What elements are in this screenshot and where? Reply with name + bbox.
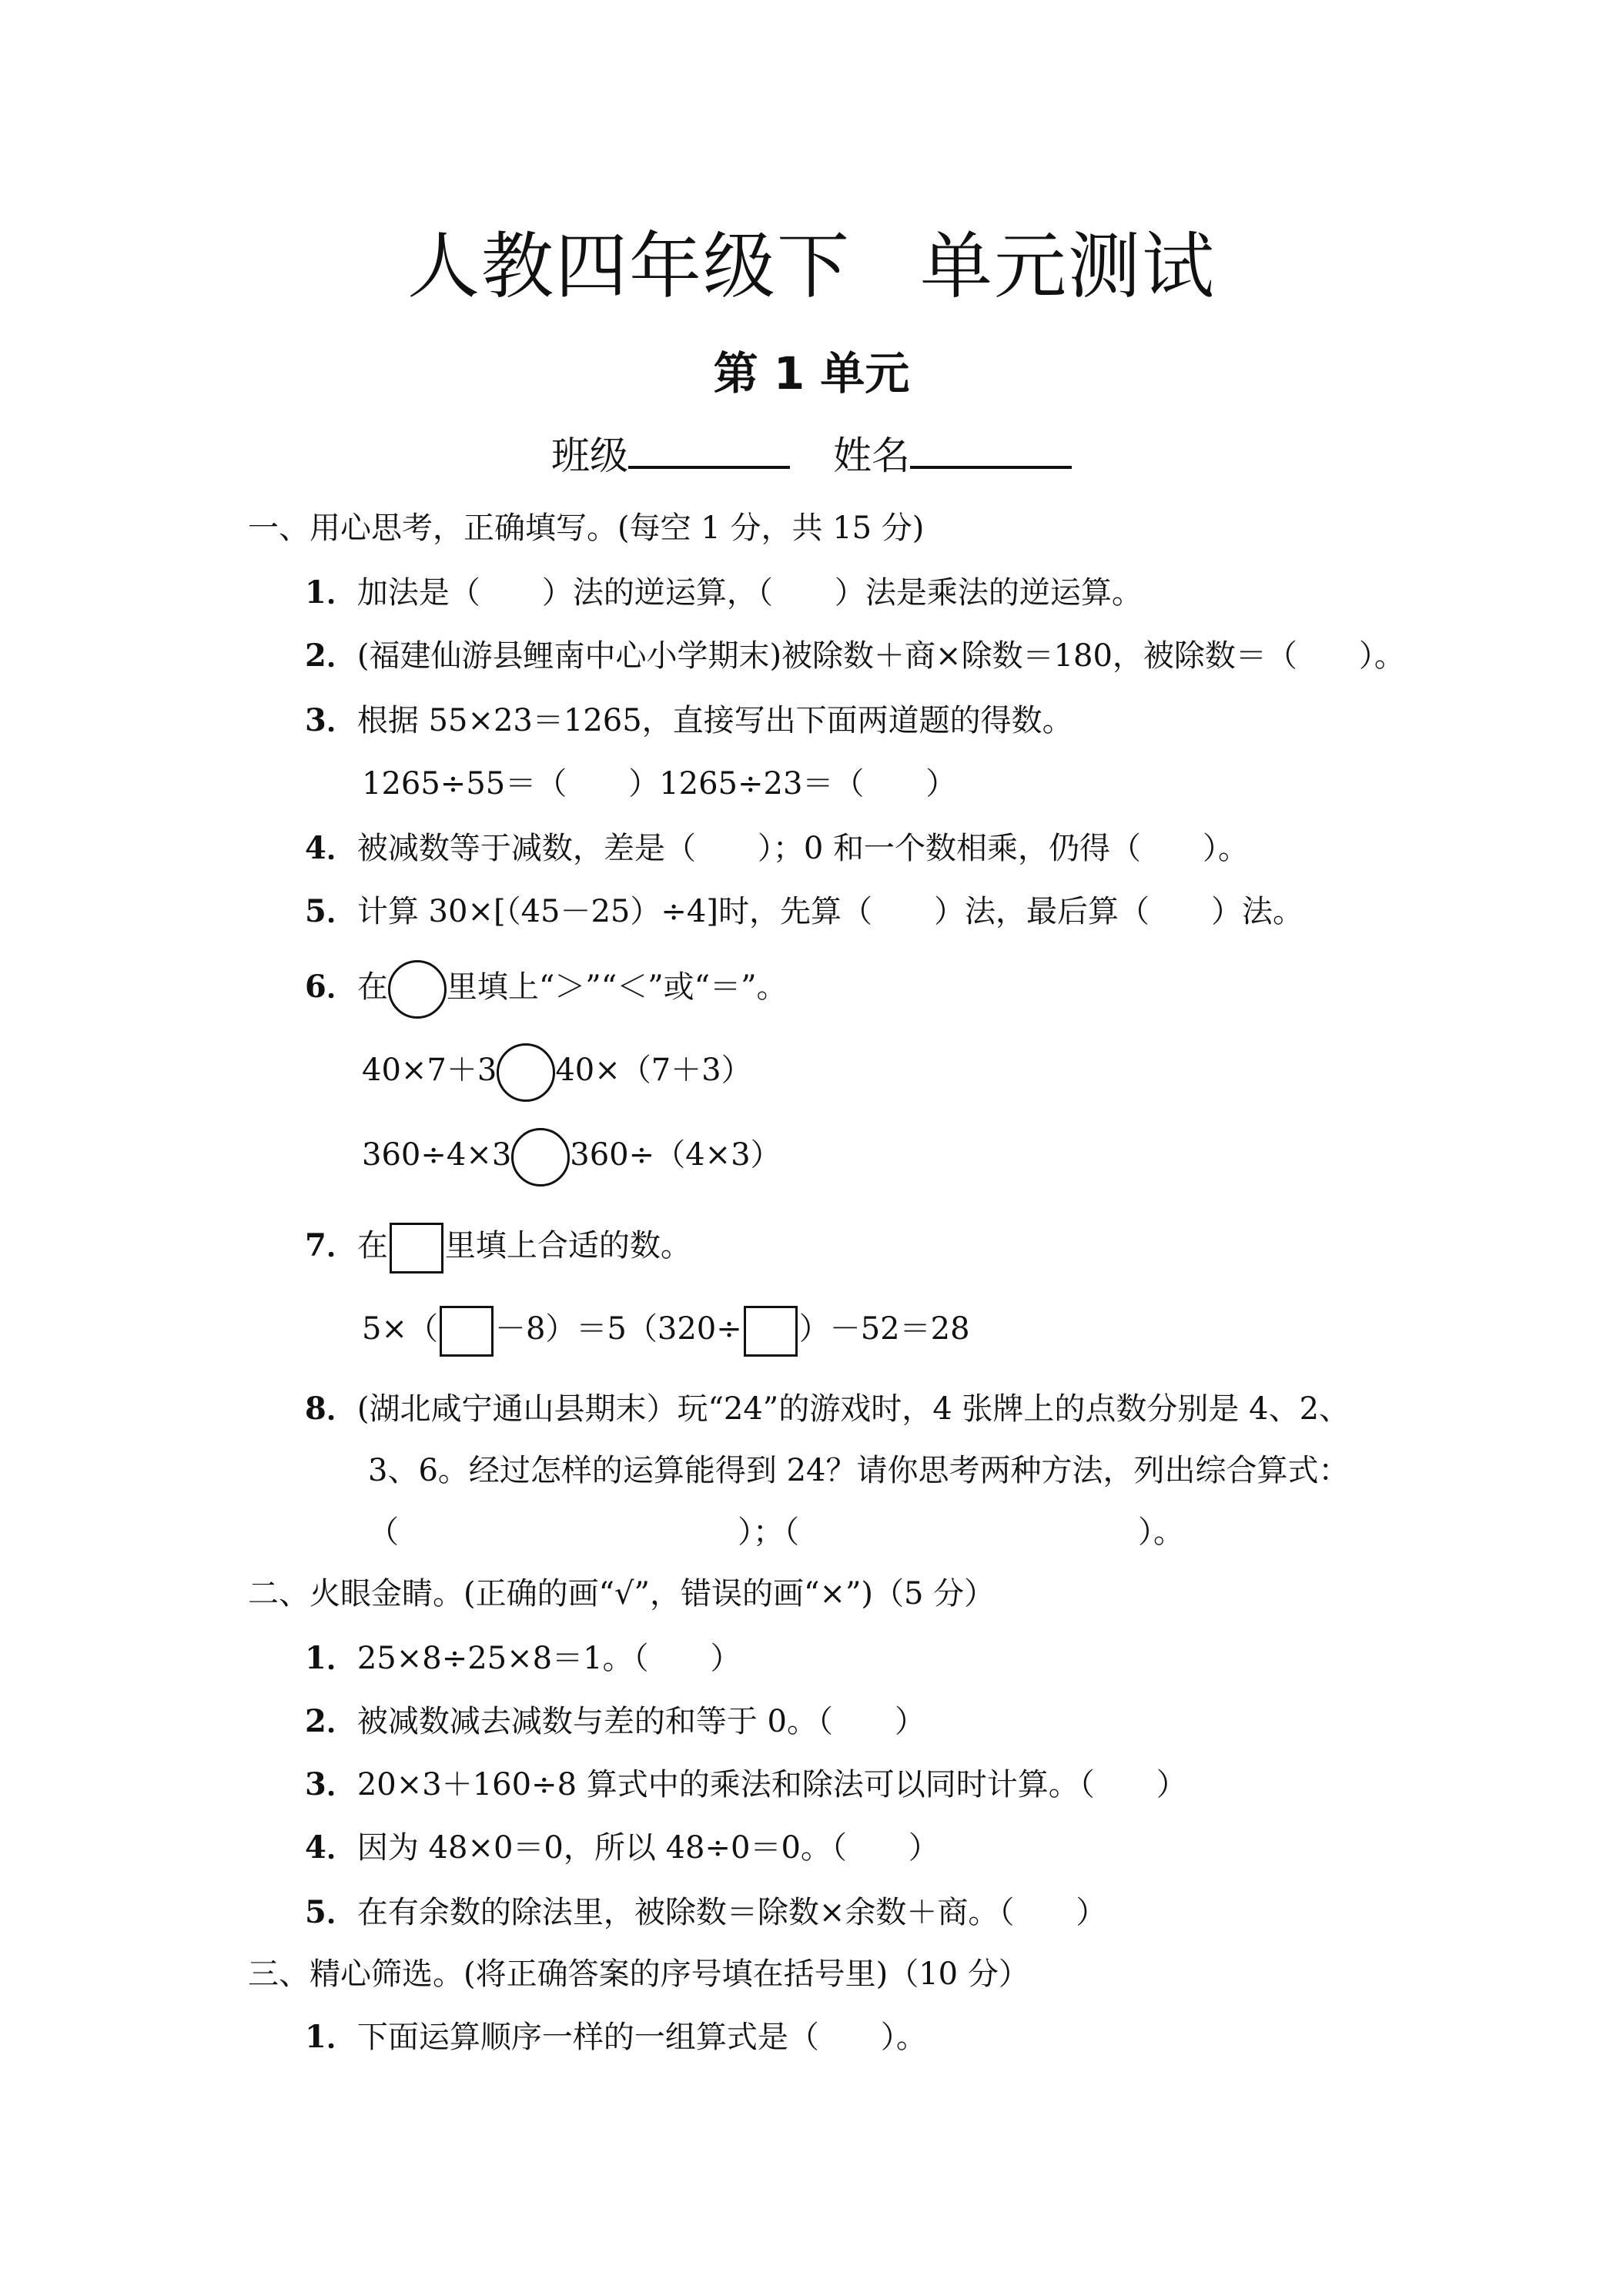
q6-expression-2 <box>362 1135 781 1175</box>
s1-question-6 <box>305 967 788 1007</box>
question-number: 5． <box>305 893 357 929</box>
compare-circle-2[interactable] <box>511 1128 570 1186</box>
s1-question-1 <box>305 573 1143 613</box>
question-text: 20×3＋160÷8 算式中的乘法和除法可以同时计算。（ ） <box>356 1767 1187 1802</box>
s2-question-4 <box>305 1828 939 1868</box>
square-blank-icon <box>390 1223 443 1274</box>
name-label: 姓名 <box>833 433 910 478</box>
unit-subtitle: 第 1 单元 <box>713 347 910 400</box>
s1-question-2 <box>305 636 1405 676</box>
question-text: 加法是（ ）法的逆运算，（ ）法是乘法的逆运算。 <box>356 575 1143 611</box>
s2-question-3 <box>305 1765 1187 1805</box>
s2-question-5 <box>305 1893 1106 1933</box>
name-blank[interactable] <box>910 430 1072 469</box>
s1-question-7 <box>305 1226 691 1266</box>
q7-part-b: －8）＝5（320÷ <box>494 1311 742 1347</box>
expr-right: 40×（7＋3） <box>555 1053 752 1088</box>
q7-pre: 在 <box>356 1228 388 1263</box>
q7-part-a: 5×（ <box>362 1311 438 1347</box>
question-number: 6． <box>305 969 357 1005</box>
s1-question-5 <box>305 892 1303 932</box>
page-title <box>0 208 1623 312</box>
question-number: 7． <box>305 1227 357 1263</box>
s1-question-4 <box>305 828 1249 869</box>
compare-circle-1[interactable] <box>497 1043 555 1102</box>
question-text: 被减数减去减数与差的和等于 0。（ ） <box>356 1704 926 1739</box>
s1-question-3 <box>305 701 1073 741</box>
question-text: 被减数等于减数，差是（ ）；0 和一个数相乘，仍得（ ）。 <box>356 831 1250 866</box>
s1-question-8-line3: （ ）；（ ）。 <box>368 1514 1184 1550</box>
class-label: 班级 <box>551 433 628 478</box>
q7-post: 里填上合适的数。 <box>444 1228 691 1263</box>
circle-blank-icon <box>388 960 447 1019</box>
expr-left: 40×7＋3 <box>362 1053 497 1088</box>
question-text: (湖北咸宁通山县期末）玩“24”的游戏时，4 张牌上的点数分别是 4、2、 <box>356 1391 1350 1427</box>
question-number: 2． <box>305 1703 357 1739</box>
s1-question-8 <box>305 1389 1350 1429</box>
expr-right: 360÷（4×3） <box>570 1137 781 1173</box>
student-info <box>0 425 1623 480</box>
section3-heading: 三、精心筛选。(将正确答案的序号填在括号里)（10 分） <box>248 1956 1029 1992</box>
question-number: 3． <box>305 1766 357 1802</box>
question-number: 4． <box>305 830 357 866</box>
fill-box-1[interactable] <box>440 1306 494 1357</box>
question-number: 1． <box>305 1640 357 1676</box>
s1-question-3-line2: 1265÷55＝（ ）1265÷23＝（ ） <box>362 766 957 802</box>
question-number: 2． <box>305 638 357 674</box>
question-text: 计算 30×[（45－25）÷4]时，先算（ ）法，最后算（ ）法。 <box>356 894 1303 929</box>
section2-heading: 二、火眼金睛。(正确的画“√”，错误的画“×”)（5 分） <box>248 1576 996 1612</box>
question-number: 5． <box>305 1894 357 1930</box>
section1-heading: 一、用心思考，正确填写。(每空 1 分，共 15 分) <box>248 510 925 546</box>
question-number: 1． <box>305 2019 357 2055</box>
title-right: 单元测试 <box>920 225 1216 309</box>
question-text: 25×8÷25×8＝1。（ ） <box>356 1641 741 1676</box>
question-number: 3． <box>305 702 357 738</box>
q6-expression-1 <box>362 1050 752 1090</box>
question-text: 下面运算顺序一样的一组算式是（ ）。 <box>356 2020 927 2055</box>
s1-question-8-line2: 3、6。经过怎样的运算能得到 24？请你思考两种方法，列出综合算式： <box>368 1453 1350 1488</box>
question-text: 根据 55×23＝1265，直接写出下面两道题的得数。 <box>356 703 1073 738</box>
s3-question-1 <box>305 2017 927 2057</box>
q7-expression <box>362 1309 970 1349</box>
q7-part-c: ）－52＝28 <box>798 1311 970 1347</box>
question-text: (福建仙游县鲤南中心小学期末)被除数＋商×除数＝180，被除数＝（ ）。 <box>356 638 1405 674</box>
question-number: 4． <box>305 1829 357 1866</box>
expr-left: 360÷4×3 <box>362 1137 512 1173</box>
question-number: 8． <box>305 1391 357 1427</box>
fill-box-2[interactable] <box>744 1306 798 1357</box>
class-blank[interactable] <box>628 430 790 469</box>
question-text: 在有余数的除法里，被除数＝除数×余数＋商。（ ） <box>356 1895 1107 1930</box>
q6-pre: 在 <box>356 969 388 1005</box>
s2-question-1 <box>305 1638 741 1678</box>
question-text: 因为 48×0＝0，所以 48÷0＝0。（ ） <box>356 1830 939 1866</box>
question-number: 1． <box>305 574 357 611</box>
q6-post: 里填上“＞”“＜”或“＝”。 <box>446 969 788 1005</box>
title-left: 人教四年级下 <box>407 225 851 309</box>
s2-question-2 <box>305 1702 925 1742</box>
